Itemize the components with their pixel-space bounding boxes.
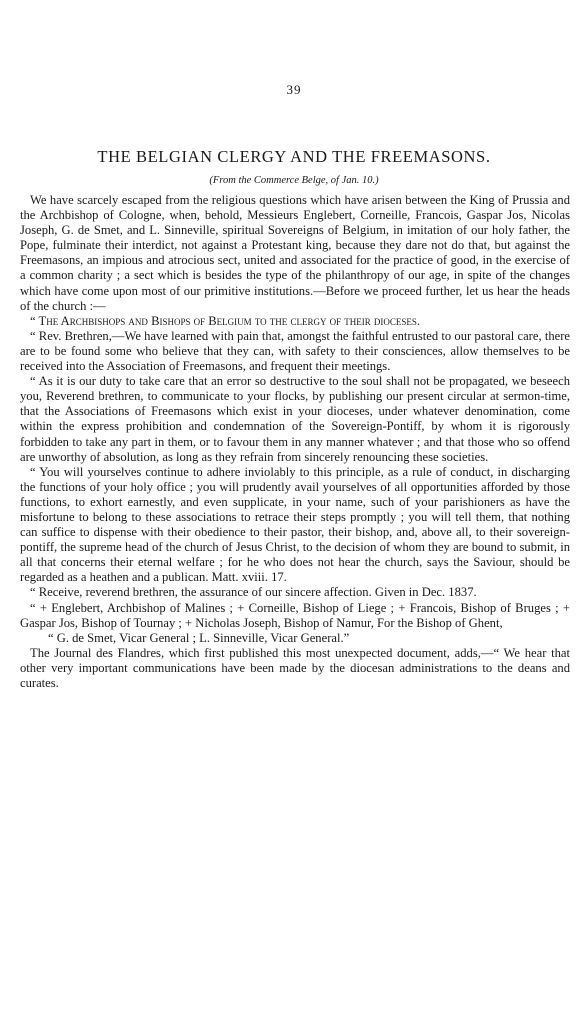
circular-heading: “ The Archbishops and Bishops of Belgium to the clergy of their dioceses. <box>30 313 421 328</box>
circular-closing: “ Receive, reverend brethren, the assurance of our sincere affection. Given in Dec. 1837. <box>30 585 477 600</box>
source-citation: (From the Commerce Belge, of Jan. 10.) <box>209 175 379 186</box>
circular-paragraph: “ Rev. Brethren,—We have learned with pain that, amongst the faithful entrusted to our pastoral care, there are to be found some who believe that they can, with safety to their consciences, allow themselves to be received into the Association of Freemasons, and frequent their meetings. <box>20 328 570 374</box>
signatures-vicars: “ G. de Smet, Vicar General ; L. Sinneville, Vicar General.” <box>48 630 350 645</box>
intro-paragraph: We have scarcely escaped from the religious questions which have arisen between the King of Prussia and the Archbishop of Cologne, when, behold, Messieurs Englebert, Corneille, Francois, Gaspar Jos, Nicolas Joseph, G. de Smet, and L. Sinneville, spiritual Sovereigns of Belgium, in imitation of our holy father, the Pope, fulminate their interdict, not against a Protestant king, because they dare not do that, but against the Freemasons, an impious and atrocious sect, united and associated for the practice of good, in the exercise of a common charity ; a sect which is besides the type of the philanthropy of our age, in spite of the changes which have come upon most of our primitive institutions.—Before we proceed further, let us hear the heads of the church :— <box>20 193 570 313</box>
circular-paragraph: “ You will yourselves continue to adhere inviolably to this principle, as a rule of conduct, in discharging the functions of your holy office ; you will prudently avail yourselves of all opportunities afforded by those functions, to exhort earnestly, and even supplicate, in your name, such of your parishioners as have the misfortune to belong to these associations to retrace their steps promptly ; you will tell them, that nothing can suffice to dispense with their obedience to their pastor, their bishop, and, above all, to their sovereign-pontiff, the supreme head of the church of Jesus Christ, to the decision of whom they are bound to submit, in all that concerns their eternal welfare ; for he who does not hear the church, says the Saviour, should be regarded as a heathen and a publican. Matt. xviii. 17. <box>20 464 570 585</box>
page-number: 39 <box>286 82 302 97</box>
closing-paragraph: The Journal des Flandres, which first published this most unexpected document, adds,—“ We hear that other very important communications have been made by the diocesan administrations to the deans and curates. <box>20 645 570 690</box>
circular-paragraph: “ As it is our duty to take care that an error so destructive to the soul shall not be propagated, we beseech you, Reverend brethren, to communicate to your flocks, by publishing our present circular at sermon-time, that the Associations of Freemasons which exist in your dioceses, under whatever denomination, come within the express prohibition and condemnation of the Sovereign-Pontiff, by whom it is rigorously forbidden to take any part in them, or to favour them in any manner whatever ; and that those who so offend are unworthy of absolution, as long as they refrain from sincerely renouncing these societies. <box>20 374 570 464</box>
article-body <box>20 193 570 691</box>
signatures: “ + Englebert, Archbishop of Malines ; + Corneille, Bishop of Liege ; + Francois, Bishop of Bruges ; + Gaspar Jos, Bishop of Tournay ; + Nicholas Joseph, Bishop of Namur, For the Bishop of Ghent, <box>20 600 570 630</box>
article-title: THE BELGIAN CLERGY AND THE FREEMASONS. <box>97 147 491 166</box>
